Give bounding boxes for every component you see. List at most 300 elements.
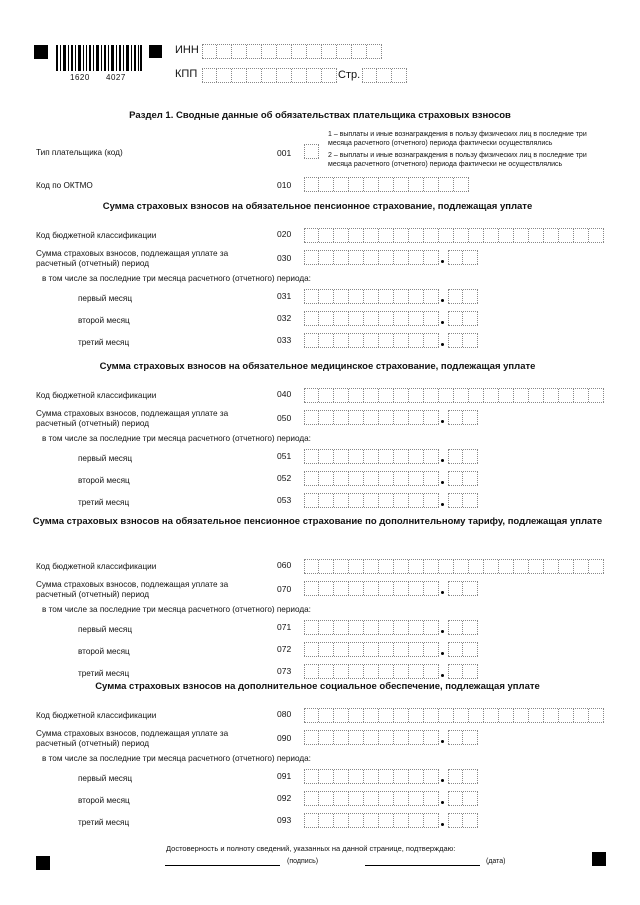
sum-kopecks-field[interactable] [448, 581, 478, 596]
char-cell[interactable] [367, 45, 382, 58]
char-cell[interactable] [304, 290, 319, 303]
char-cell[interactable] [589, 560, 604, 573]
char-cell[interactable] [322, 69, 337, 82]
char-cell[interactable] [319, 472, 334, 485]
char-cell[interactable] [439, 178, 454, 191]
char-cell[interactable] [364, 472, 379, 485]
char-cell[interactable] [379, 312, 394, 325]
char-cell[interactable] [394, 229, 409, 242]
char-cell[interactable] [349, 560, 364, 573]
char-cell[interactable] [334, 582, 349, 595]
char-cell[interactable] [364, 312, 379, 325]
char-cell[interactable] [463, 814, 478, 827]
char-cell[interactable] [394, 178, 409, 191]
char-cell[interactable] [589, 389, 604, 402]
char-cell[interactable] [319, 621, 334, 634]
char-cell[interactable] [394, 312, 409, 325]
sum-kopecks-field[interactable] [448, 410, 478, 425]
char-cell[interactable] [394, 709, 409, 722]
char-cell[interactable] [424, 814, 439, 827]
char-cell[interactable] [409, 472, 424, 485]
char-cell[interactable] [379, 709, 394, 722]
char-cell[interactable] [409, 731, 424, 744]
kbk-field[interactable] [304, 228, 604, 243]
char-cell[interactable] [394, 494, 409, 507]
char-cell[interactable] [484, 389, 499, 402]
char-cell[interactable] [349, 229, 364, 242]
char-cell[interactable] [394, 582, 409, 595]
char-cell[interactable] [319, 389, 334, 402]
char-cell[interactable] [379, 290, 394, 303]
char-cell[interactable] [319, 709, 334, 722]
char-cell[interactable] [292, 69, 307, 82]
char-cell[interactable] [409, 178, 424, 191]
char-cell[interactable] [334, 731, 349, 744]
char-cell[interactable] [424, 709, 439, 722]
char-cell[interactable] [349, 709, 364, 722]
char-cell[interactable] [304, 731, 319, 744]
char-cell[interactable] [247, 45, 262, 58]
char-cell[interactable] [247, 69, 262, 82]
month-kopecks-field[interactable] [448, 791, 478, 806]
char-cell[interactable] [349, 334, 364, 347]
char-cell[interactable] [319, 643, 334, 656]
char-cell[interactable] [277, 69, 292, 82]
char-cell[interactable] [379, 229, 394, 242]
char-cell[interactable] [409, 792, 424, 805]
char-cell[interactable] [334, 792, 349, 805]
char-cell[interactable] [424, 621, 439, 634]
char-cell[interactable] [394, 290, 409, 303]
char-cell[interactable] [424, 334, 439, 347]
char-cell[interactable] [304, 389, 319, 402]
char-cell[interactable] [574, 709, 589, 722]
char-cell[interactable] [364, 251, 379, 264]
char-cell[interactable] [364, 494, 379, 507]
char-cell[interactable] [463, 792, 478, 805]
month-rubles-field[interactable] [304, 471, 439, 486]
char-cell[interactable] [409, 312, 424, 325]
char-cell[interactable] [334, 665, 349, 678]
char-cell[interactable] [319, 560, 334, 573]
char-cell[interactable] [304, 312, 319, 325]
char-cell[interactable] [454, 389, 469, 402]
char-cell[interactable] [349, 472, 364, 485]
char-cell[interactable] [559, 709, 574, 722]
char-cell[interactable] [409, 389, 424, 402]
char-cell[interactable] [304, 229, 319, 242]
char-cell[interactable] [379, 178, 394, 191]
date-line[interactable] [365, 865, 480, 866]
char-cell[interactable] [319, 731, 334, 744]
char-cell[interactable] [454, 709, 469, 722]
month-rubles-field[interactable] [304, 449, 439, 464]
char-cell[interactable] [334, 389, 349, 402]
char-cell[interactable] [379, 665, 394, 678]
char-cell[interactable] [463, 582, 478, 595]
char-cell[interactable] [349, 178, 364, 191]
char-cell[interactable] [319, 178, 334, 191]
char-cell[interactable] [349, 312, 364, 325]
char-cell[interactable] [409, 582, 424, 595]
char-cell[interactable] [484, 229, 499, 242]
char-cell[interactable] [463, 770, 478, 783]
char-cell[interactable] [349, 643, 364, 656]
char-cell[interactable] [334, 709, 349, 722]
char-cell[interactable] [394, 450, 409, 463]
month-kopecks-field[interactable] [448, 449, 478, 464]
month-kopecks-field[interactable] [448, 769, 478, 784]
char-cell[interactable] [448, 334, 463, 347]
month-kopecks-field[interactable] [448, 289, 478, 304]
char-cell[interactable] [394, 334, 409, 347]
char-cell[interactable] [499, 389, 514, 402]
char-cell[interactable] [409, 709, 424, 722]
char-cell[interactable] [394, 472, 409, 485]
char-cell[interactable] [364, 621, 379, 634]
char-cell[interactable] [379, 472, 394, 485]
char-cell[interactable] [304, 560, 319, 573]
char-cell[interactable] [439, 560, 454, 573]
char-cell[interactable] [448, 665, 463, 678]
char-cell[interactable] [377, 69, 392, 82]
char-cell[interactable] [364, 582, 379, 595]
char-cell[interactable] [529, 560, 544, 573]
char-cell[interactable] [337, 45, 352, 58]
char-cell[interactable] [319, 334, 334, 347]
char-cell[interactable] [379, 450, 394, 463]
char-cell[interactable] [424, 560, 439, 573]
char-cell[interactable] [448, 792, 463, 805]
char-cell[interactable] [424, 229, 439, 242]
char-cell[interactable] [334, 312, 349, 325]
month-kopecks-field[interactable] [448, 333, 478, 348]
char-cell[interactable] [349, 814, 364, 827]
char-cell[interactable] [463, 290, 478, 303]
char-cell[interactable] [394, 665, 409, 678]
char-cell[interactable] [364, 792, 379, 805]
char-cell[interactable] [319, 229, 334, 242]
month-rubles-field[interactable] [304, 664, 439, 679]
char-cell[interactable] [304, 665, 319, 678]
char-cell[interactable] [334, 770, 349, 783]
char-cell[interactable] [364, 665, 379, 678]
char-cell[interactable] [448, 494, 463, 507]
char-cell[interactable] [409, 334, 424, 347]
char-cell[interactable] [463, 312, 478, 325]
kbk-field[interactable] [304, 388, 604, 403]
char-cell[interactable] [379, 731, 394, 744]
char-cell[interactable] [394, 731, 409, 744]
char-cell[interactable] [448, 290, 463, 303]
payer-type-field[interactable] [304, 144, 319, 159]
char-cell[interactable] [319, 290, 334, 303]
char-cell[interactable] [277, 45, 292, 58]
char-cell[interactable] [448, 251, 463, 264]
char-cell[interactable] [463, 665, 478, 678]
month-rubles-field[interactable] [304, 642, 439, 657]
char-cell[interactable] [574, 389, 589, 402]
month-kopecks-field[interactable] [448, 813, 478, 828]
char-cell[interactable] [379, 334, 394, 347]
char-cell[interactable] [529, 389, 544, 402]
char-cell[interactable] [424, 731, 439, 744]
char-cell[interactable] [424, 450, 439, 463]
char-cell[interactable] [334, 411, 349, 424]
month-rubles-field[interactable] [304, 493, 439, 508]
char-cell[interactable] [307, 69, 322, 82]
char-cell[interactable] [463, 251, 478, 264]
char-cell[interactable] [364, 229, 379, 242]
char-cell[interactable] [304, 450, 319, 463]
char-cell[interactable] [334, 178, 349, 191]
char-cell[interactable] [334, 621, 349, 634]
char-cell[interactable] [307, 45, 322, 58]
char-cell[interactable] [304, 334, 319, 347]
char-cell[interactable] [349, 494, 364, 507]
sum-kopecks-field[interactable] [448, 250, 478, 265]
char-cell[interactable] [349, 665, 364, 678]
char-cell[interactable] [304, 621, 319, 634]
char-cell[interactable] [304, 770, 319, 783]
month-kopecks-field[interactable] [448, 311, 478, 326]
char-cell[interactable] [463, 731, 478, 744]
char-cell[interactable] [463, 411, 478, 424]
char-cell[interactable] [469, 229, 484, 242]
char-cell[interactable] [454, 560, 469, 573]
char-cell[interactable] [304, 472, 319, 485]
char-cell[interactable] [304, 494, 319, 507]
char-cell[interactable] [424, 178, 439, 191]
char-cell[interactable] [319, 792, 334, 805]
char-cell[interactable] [232, 69, 247, 82]
char-cell[interactable] [319, 494, 334, 507]
char-cell[interactable] [463, 334, 478, 347]
char-cell[interactable] [394, 792, 409, 805]
char-cell[interactable] [202, 45, 217, 58]
char-cell[interactable] [454, 178, 469, 191]
char-cell[interactable] [334, 472, 349, 485]
kbk-field[interactable] [304, 708, 604, 723]
char-cell[interactable] [409, 290, 424, 303]
char-cell[interactable] [439, 229, 454, 242]
char-cell[interactable] [379, 389, 394, 402]
char-cell[interactable] [364, 334, 379, 347]
char-cell[interactable] [319, 770, 334, 783]
char-cell[interactable] [424, 792, 439, 805]
char-cell[interactable] [379, 411, 394, 424]
char-cell[interactable] [448, 312, 463, 325]
char-cell[interactable] [409, 411, 424, 424]
char-cell[interactable] [424, 411, 439, 424]
char-cell[interactable] [304, 251, 319, 264]
char-cell[interactable] [364, 389, 379, 402]
char-cell[interactable] [514, 560, 529, 573]
char-cell[interactable] [394, 621, 409, 634]
char-cell[interactable] [469, 709, 484, 722]
char-cell[interactable] [424, 472, 439, 485]
char-cell[interactable] [529, 709, 544, 722]
char-cell[interactable] [448, 643, 463, 656]
char-cell[interactable] [379, 494, 394, 507]
char-cell[interactable] [574, 560, 589, 573]
char-cell[interactable] [292, 45, 307, 58]
char-cell[interactable] [304, 582, 319, 595]
char-cell[interactable] [379, 643, 394, 656]
month-kopecks-field[interactable] [448, 471, 478, 486]
char-cell[interactable] [463, 472, 478, 485]
char-cell[interactable] [409, 494, 424, 507]
char-cell[interactable] [352, 45, 367, 58]
char-cell[interactable] [262, 45, 277, 58]
char-cell[interactable] [439, 709, 454, 722]
char-cell[interactable] [469, 560, 484, 573]
char-cell[interactable] [589, 709, 604, 722]
char-cell[interactable] [514, 229, 529, 242]
char-cell[interactable] [394, 643, 409, 656]
char-cell[interactable] [448, 582, 463, 595]
char-cell[interactable] [394, 251, 409, 264]
char-cell[interactable] [469, 389, 484, 402]
char-cell[interactable] [334, 251, 349, 264]
char-cell[interactable] [424, 312, 439, 325]
sum-rubles-field[interactable] [304, 581, 439, 596]
char-cell[interactable] [448, 411, 463, 424]
char-cell[interactable] [394, 770, 409, 783]
char-cell[interactable] [349, 582, 364, 595]
char-cell[interactable] [319, 411, 334, 424]
char-cell[interactable] [379, 621, 394, 634]
char-cell[interactable] [424, 290, 439, 303]
char-cell[interactable] [362, 69, 377, 82]
char-cell[interactable] [304, 411, 319, 424]
char-cell[interactable] [217, 45, 232, 58]
char-cell[interactable] [334, 290, 349, 303]
kbk-field[interactable] [304, 559, 604, 574]
char-cell[interactable] [322, 45, 337, 58]
kpp-field[interactable] [202, 68, 337, 83]
char-cell[interactable] [409, 770, 424, 783]
char-cell[interactable] [379, 251, 394, 264]
char-cell[interactable] [349, 450, 364, 463]
char-cell[interactable] [319, 665, 334, 678]
char-cell[interactable] [439, 389, 454, 402]
char-cell[interactable] [349, 792, 364, 805]
char-cell[interactable] [364, 450, 379, 463]
char-cell[interactable] [364, 643, 379, 656]
char-cell[interactable] [349, 770, 364, 783]
char-cell[interactable] [349, 731, 364, 744]
char-cell[interactable] [499, 229, 514, 242]
month-rubles-field[interactable] [304, 813, 439, 828]
char-cell[interactable] [514, 389, 529, 402]
char-cell[interactable] [394, 560, 409, 573]
char-cell[interactable] [409, 643, 424, 656]
char-cell[interactable] [484, 709, 499, 722]
char-cell[interactable] [334, 814, 349, 827]
char-cell[interactable] [349, 621, 364, 634]
char-cell[interactable] [559, 389, 574, 402]
char-cell[interactable] [364, 709, 379, 722]
char-cell[interactable] [454, 229, 469, 242]
char-cell[interactable] [463, 494, 478, 507]
char-cell[interactable] [379, 770, 394, 783]
char-cell[interactable] [349, 290, 364, 303]
char-cell[interactable] [394, 389, 409, 402]
char-cell[interactable] [559, 229, 574, 242]
char-cell[interactable] [559, 560, 574, 573]
char-cell[interactable] [304, 814, 319, 827]
month-kopecks-field[interactable] [448, 664, 478, 679]
char-cell[interactable] [409, 229, 424, 242]
char-cell[interactable] [544, 560, 559, 573]
char-cell[interactable] [349, 411, 364, 424]
char-cell[interactable] [304, 709, 319, 722]
month-rubles-field[interactable] [304, 620, 439, 635]
sum-rubles-field[interactable] [304, 730, 439, 745]
month-kopecks-field[interactable] [448, 493, 478, 508]
char-cell[interactable] [319, 251, 334, 264]
month-rubles-field[interactable] [304, 791, 439, 806]
char-cell[interactable] [448, 450, 463, 463]
char-cell[interactable] [499, 709, 514, 722]
char-cell[interactable] [574, 229, 589, 242]
sum-rubles-field[interactable] [304, 410, 439, 425]
char-cell[interactable] [424, 665, 439, 678]
char-cell[interactable] [529, 229, 544, 242]
char-cell[interactable] [484, 560, 499, 573]
month-rubles-field[interactable] [304, 289, 439, 304]
char-cell[interactable] [364, 814, 379, 827]
month-rubles-field[interactable] [304, 769, 439, 784]
char-cell[interactable] [448, 770, 463, 783]
char-cell[interactable] [319, 450, 334, 463]
month-rubles-field[interactable] [304, 311, 439, 326]
inn-field[interactable] [202, 44, 382, 59]
char-cell[interactable] [499, 560, 514, 573]
char-cell[interactable] [514, 709, 529, 722]
char-cell[interactable] [589, 229, 604, 242]
char-cell[interactable] [448, 472, 463, 485]
char-cell[interactable] [424, 770, 439, 783]
char-cell[interactable] [379, 792, 394, 805]
char-cell[interactable] [409, 665, 424, 678]
char-cell[interactable] [334, 450, 349, 463]
oktmo-field[interactable] [304, 177, 469, 192]
char-cell[interactable] [424, 582, 439, 595]
char-cell[interactable] [392, 69, 407, 82]
char-cell[interactable] [364, 770, 379, 783]
char-cell[interactable] [544, 389, 559, 402]
char-cell[interactable] [349, 251, 364, 264]
char-cell[interactable] [463, 621, 478, 634]
char-cell[interactable] [364, 731, 379, 744]
char-cell[interactable] [424, 251, 439, 264]
char-cell[interactable] [544, 709, 559, 722]
char-cell[interactable] [334, 643, 349, 656]
char-cell[interactable] [319, 814, 334, 827]
char-cell[interactable] [379, 814, 394, 827]
char-cell[interactable] [334, 494, 349, 507]
char-cell[interactable] [409, 450, 424, 463]
char-cell[interactable] [217, 69, 232, 82]
char-cell[interactable] [379, 582, 394, 595]
char-cell[interactable] [364, 290, 379, 303]
char-cell[interactable] [319, 582, 334, 595]
char-cell[interactable] [334, 334, 349, 347]
char-cell[interactable] [448, 621, 463, 634]
char-cell[interactable] [409, 621, 424, 634]
